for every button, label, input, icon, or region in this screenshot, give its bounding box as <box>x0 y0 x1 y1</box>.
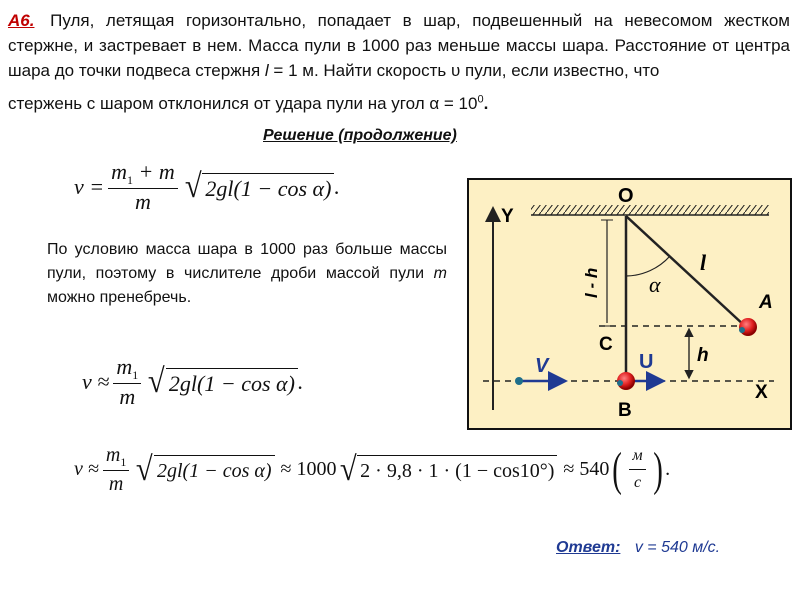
answer-label: Ответ: <box>556 539 621 556</box>
formula-1-lhs: v = <box>74 174 105 199</box>
angle-arc <box>626 256 670 276</box>
formula-2-end: . <box>297 369 304 394</box>
label-v: V <box>535 355 549 377</box>
problem-var-l: l <box>264 61 269 80</box>
formula-1-den: m <box>134 189 151 214</box>
problem-text-main: Пуля, летящая горизонтально, попадает в шар, подвешенный на невесомом жестком стержне, и застревает в нем. Масса пули в 1000 раз меньше массы шара. Расстояние от центра шара до точки подвеса стержня <box>8 11 790 80</box>
formula-2-num: m <box>116 354 133 379</box>
label-h: h <box>697 345 709 366</box>
formula-3-radicand-numeric: 2 · 9,8 · 1 · (1 − cos10°) <box>357 455 557 484</box>
formula-3-fraction <box>103 443 129 496</box>
explanation-paragraph <box>47 238 447 310</box>
formula-2-lhs: v ≈ <box>82 369 110 394</box>
problem-last-line <box>8 91 790 116</box>
bullet-embedded-a <box>739 327 745 333</box>
formula-2 <box>82 355 303 409</box>
unit-numerator: м <box>629 444 645 470</box>
formula-1-sqrt: √ 2gl(1 − cos α) <box>184 172 335 202</box>
formula-3-den: m <box>108 473 124 495</box>
formula-3-end: . <box>665 458 671 480</box>
pendulum-diagram <box>467 178 792 430</box>
formula-1-num-plus-m: + m <box>138 159 175 184</box>
solution-title: Решение (продолжение) <box>263 127 457 144</box>
bullet-embedded-b <box>617 380 623 386</box>
formula-3-num-sub: 1 <box>120 455 127 469</box>
formula-3-approx-540: ≈ 540 <box>563 458 610 480</box>
formula-3-sqrt-numeric: √ 2 · 9,8 · 1 · (1 − cos10°) <box>339 455 558 485</box>
formula-2-fraction <box>113 355 141 409</box>
paragraph-var-m: m <box>433 265 447 282</box>
formula-1-num-m: m <box>111 159 128 184</box>
formula-2-radicand: 2gl(1 − cos α) <box>166 368 298 397</box>
paragraph-text-a: По условию масса шара в 1000 раз больше массы пули, поэтому в числителе дроби массой пули <box>47 241 447 282</box>
label-b: B <box>618 400 632 421</box>
degree-superscript: 0 <box>477 93 484 106</box>
problem-text-last: стержень с шаром отклонился от удара пули на угол α = 10 <box>8 94 478 113</box>
formula-3-sqrt: √ 2gl(1 − cos α) <box>135 455 274 485</box>
bullet <box>515 377 523 385</box>
label-alpha: α <box>649 272 661 297</box>
formula-1-fraction <box>108 160 178 214</box>
problem-statement <box>8 8 790 116</box>
formula-3-radicand: 2gl(1 − cos α) <box>154 455 275 484</box>
ball-a <box>739 318 757 336</box>
label-a: A <box>759 292 773 313</box>
formula-1-end: . <box>334 174 340 199</box>
label-c: C <box>599 334 613 355</box>
paragraph-text-b: можно пренебречь. <box>47 289 192 306</box>
pendulum-svg <box>469 180 790 428</box>
label-u: U <box>639 351 654 373</box>
formula-1-radicand: 2gl(1 − cos α) <box>202 173 334 202</box>
formula-3-lhs: v ≈ <box>74 458 99 480</box>
problem-text-mid: = 1 м. Найти скорость υ пули, если известно, что <box>273 61 660 80</box>
label-y: Y <box>501 206 514 227</box>
problem-number: A6. <box>8 11 35 30</box>
formula-3-unit <box>629 444 645 495</box>
formula-2-sqrt: √ 2gl(1 − cos α) <box>147 367 298 397</box>
formula-1-num-sub: 1 <box>127 173 134 187</box>
label-l-minus-h: l - h <box>582 267 601 298</box>
answer <box>556 539 720 557</box>
problem-period: . <box>483 94 489 113</box>
formula-3-approx-1000: ≈ 1000 <box>280 458 337 480</box>
unit-denominator: с <box>633 474 642 491</box>
formula-2-den: m <box>119 384 136 409</box>
formula-2-num-sub: 1 <box>132 368 139 382</box>
label-x: X <box>755 382 768 403</box>
formula-3: v ≈ $\frac{m_1}{m}$ √ 2gl(1 − cos α) ≈ 1000 √ 2 · 9,8 · 1 · (1 − cos10°) ≈ 540 ( $\frac{м}{с}$ ) . <box>74 442 671 496</box>
answer-value: v = 540 м/с. <box>634 539 721 556</box>
label-o: O <box>618 185 634 207</box>
label-l: l <box>700 250 707 275</box>
deflected-rod <box>626 216 746 327</box>
ceiling-hatch <box>531 205 769 215</box>
formula-3-num: m <box>105 444 121 466</box>
formula-1 <box>74 160 340 214</box>
